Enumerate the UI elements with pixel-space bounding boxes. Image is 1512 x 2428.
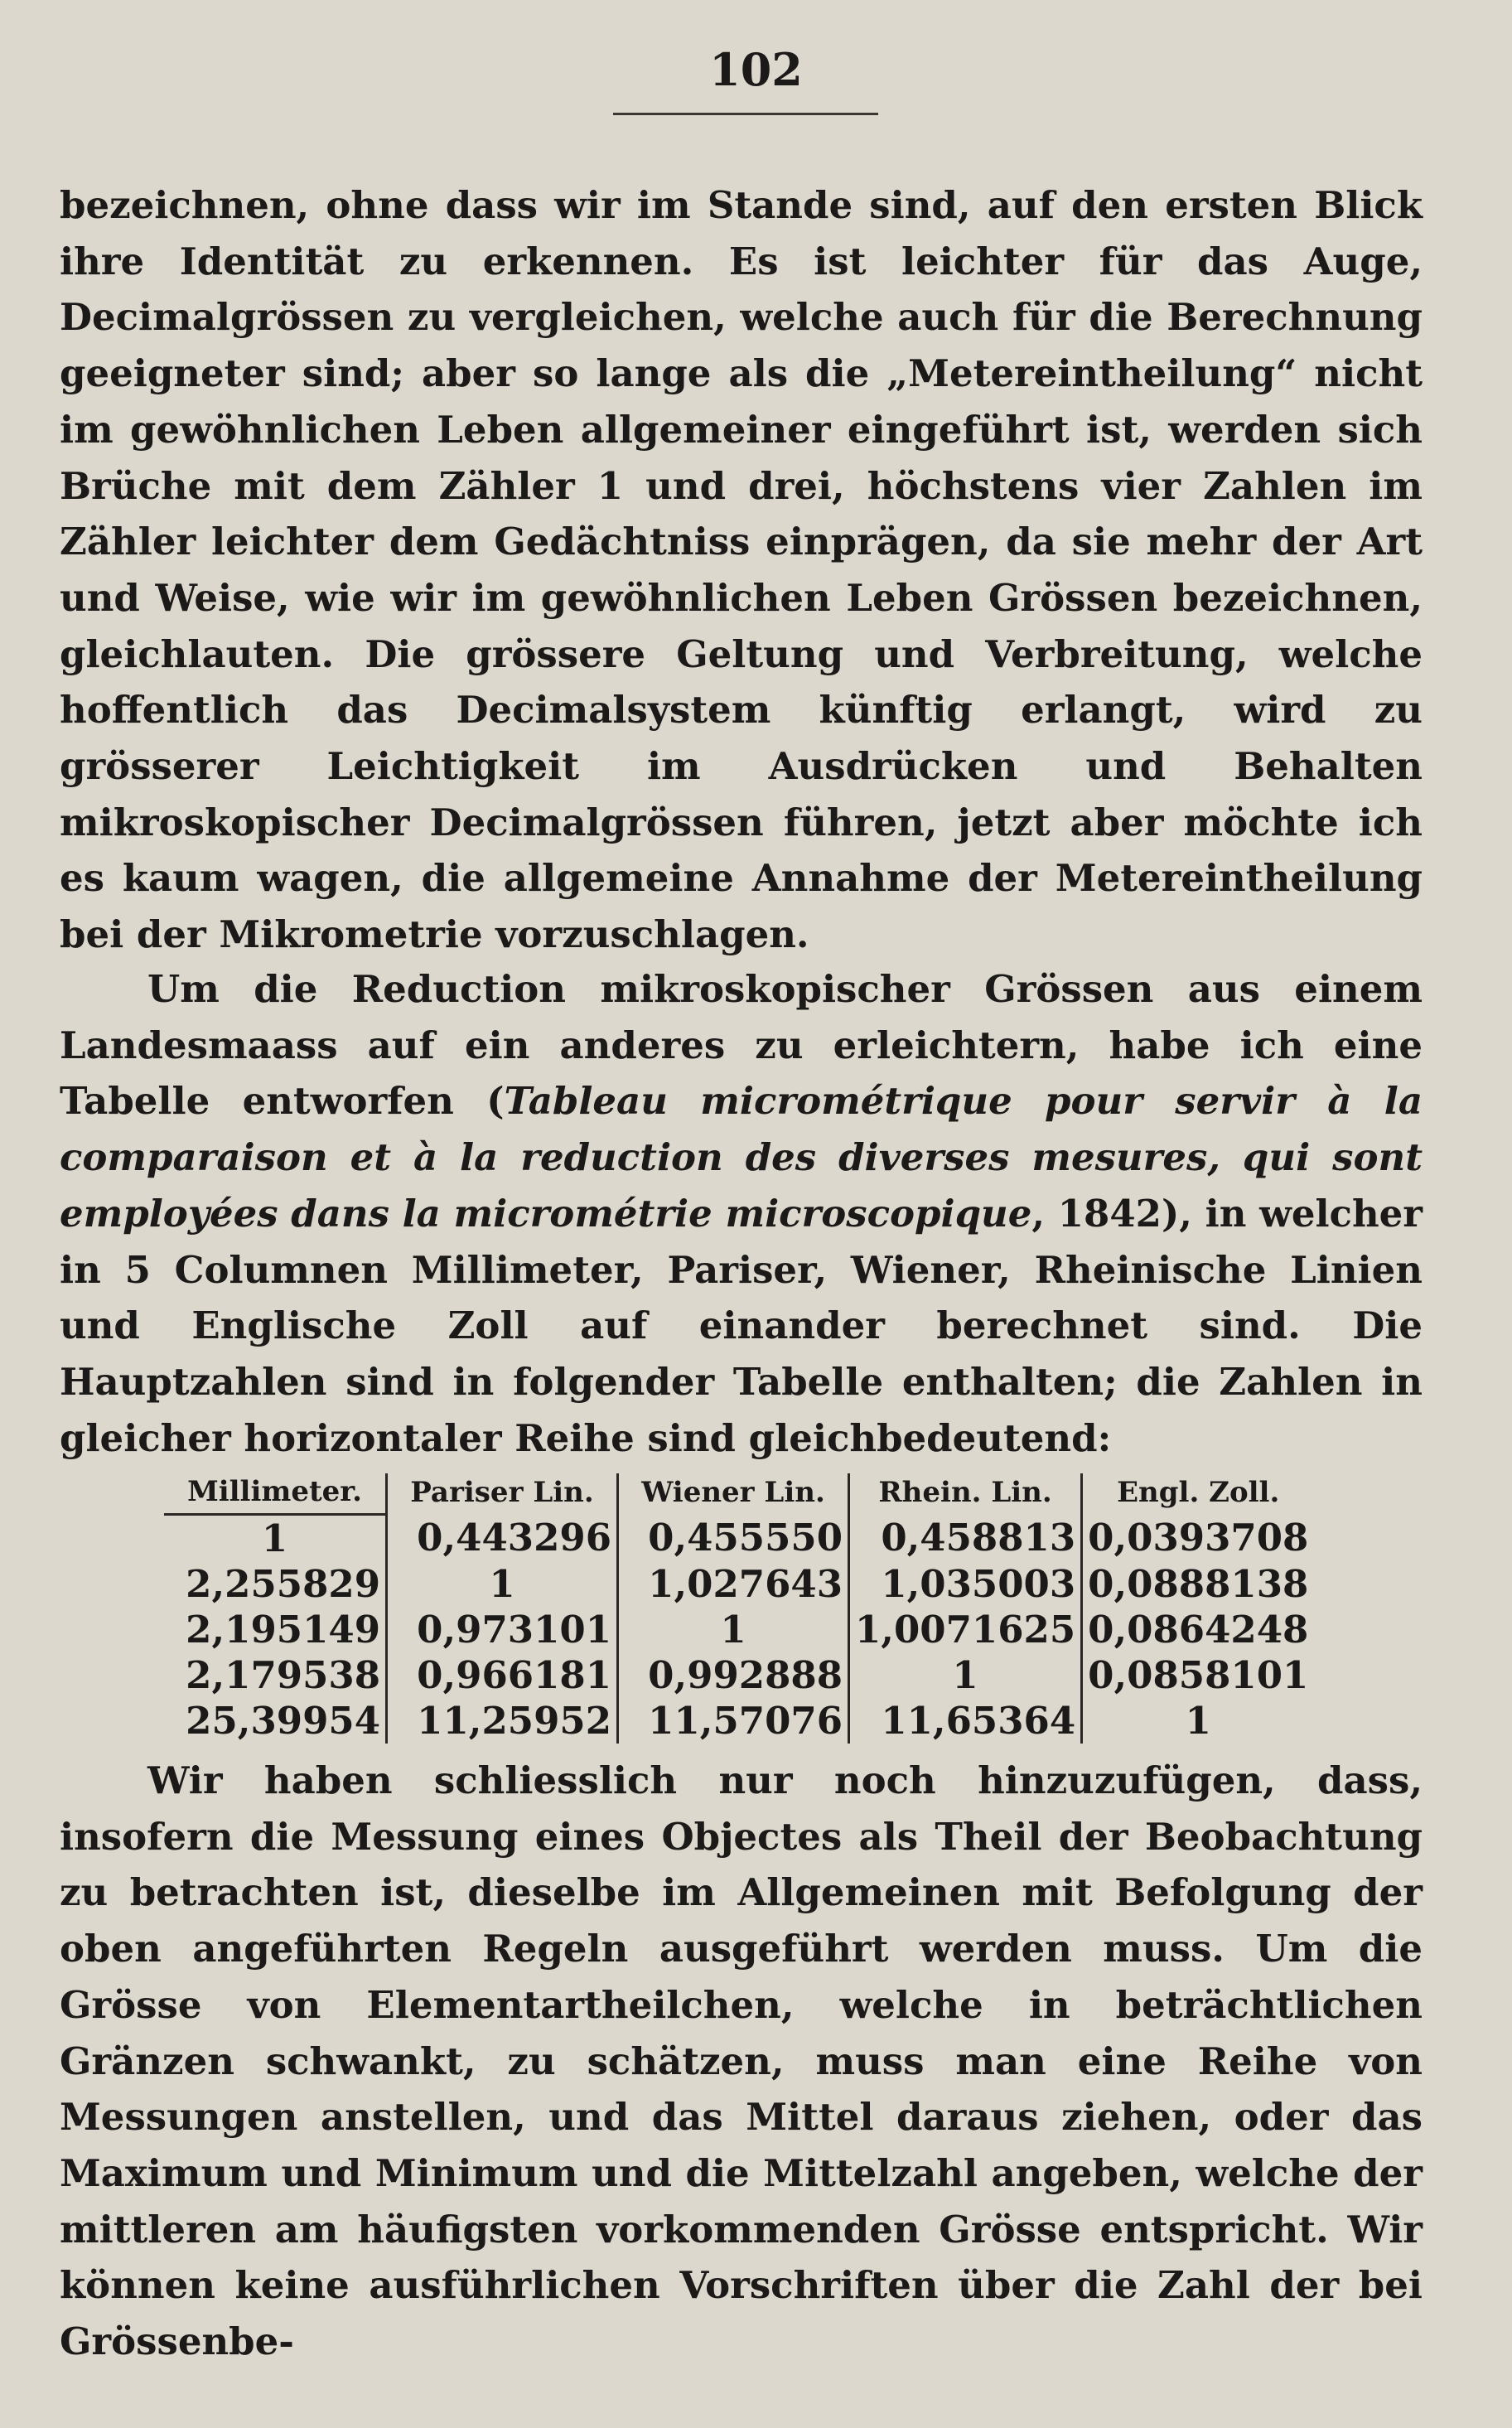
header-millimeter: Millimeter. <box>164 1473 387 1515</box>
header-rhein: Rhein. Lin. <box>849 1473 1082 1515</box>
table-row <box>164 1698 1313 1744</box>
header-wiener: Wiener Lin. <box>618 1473 849 1515</box>
table-cell: 2,179538 <box>186 1653 380 1697</box>
conversion-table <box>164 1473 1313 1744</box>
header-pariser: Pariser Lin. <box>387 1473 618 1515</box>
table-cell: 0,458813 <box>849 1515 1082 1562</box>
paragraph-2-text-after: , 1842), in welcher in 5 Columnen Millimeter, Pariser, Wiener, Rheinische Linien und Englische Zoll auf einander berechnet sind. Die Hauptzahlen sind in folgender Tabelle enthalten; die Zahlen in gleicher horizontaler Reihe sind gleichbedeutend: <box>60 1191 1423 1460</box>
header-engl: Engl. Zoll. <box>1082 1473 1314 1515</box>
table-cell: 0,443296 <box>387 1515 618 1562</box>
table-row <box>164 1652 1313 1698</box>
table-row <box>164 1561 1313 1607</box>
table-cell: 1 <box>618 1607 849 1652</box>
table-header-row <box>164 1473 1313 1515</box>
table-cell: 0,0858101 <box>1082 1652 1314 1698</box>
table-cell: 0,455550 <box>618 1515 849 1562</box>
table-cell: 2,195149 <box>186 1608 380 1652</box>
table-row <box>164 1607 1313 1652</box>
table-cell: 0,992888 <box>618 1652 849 1698</box>
table-cell: 11,25952 <box>387 1698 618 1744</box>
table-cell: 0,0393708 <box>1082 1515 1314 1562</box>
table-cell: 0,0864248 <box>1082 1607 1314 1652</box>
table-cell: 25,39954 <box>186 1699 380 1743</box>
table-cell: 11,57076 <box>618 1698 849 1744</box>
table-cell: 11,65364 <box>849 1698 1082 1744</box>
table-cell: 1,035003 <box>849 1561 1082 1607</box>
table-cell: 0,973101 <box>387 1607 618 1652</box>
tableau-title: Tableau micrométrique pour servir à la comparaison et à la reduction des diverses mesures, qui sont employées dans la micrométrie microscopique <box>60 1079 1423 1236</box>
table-cell: 0,966181 <box>387 1652 618 1698</box>
table-row <box>164 1515 1313 1562</box>
table-cell: 1 <box>387 1561 618 1607</box>
header-rule <box>613 113 878 115</box>
table-cell: 2,255829 <box>186 1562 380 1606</box>
paragraph-3: Wir haben schliesslich nur noch hinzuzufügen, dass, insofern die Messung eines Objectes als Theil der Beobachtung zu betrachten ist, dieselbe im Allgemeinen mit Befolgung der oben angeführten Regeln ausgeführt werden muss. Um die Grösse von Elementartheilchen, welche in beträchtlichen Gränzen schwankt, zu schätzen, muss man eine Reihe von Messungen anstellen, und das Mittel daraus ziehen, oder das Maximum und Minimum und die Mittelzahl angeben, welche der mittleren am häufigsten vorkommenden Grösse entspricht. Wir können keine ausführlichen Vorschriften über die Zahl der bei Grössenbe- <box>60 1758 1423 2364</box>
paragraph-1: bezeichnen, ohne dass wir im Stande sind, auf den ersten Blick ihre Identität zu erkennen. Es ist leichter für das Auge, Decimalgrössen zu vergleichen, welche auch für die Berechnung geeigneter sind; aber so lange als die „Metereintheilung“ nicht im gewöhnlichen Leben allgemeiner eingeführt ist, werden sich Brüche mit dem Zähler 1 und drei, höchstens vier Zahlen im Zähler leichter dem Gedächtniss einprägen, da sie mehr der Art und Weise, wie wir im gewöhnlichen Leben Grössen bezeichnen, gleichlauten. Die grössere Geltung und Verbreitung, welche hoffentlich das Decimalsystem künftig erlangt, wird zu grösserer Leichtigkeit im Ausdrücken und Behalten mikroskopischer Decimalgrössen führen, jetzt aber möchte ich es kaum wagen, die allgemeine Annahme der Metereintheilung bei der Mikrometrie vorzuschlagen. <box>60 183 1423 957</box>
paragraph-2-text-before: Um die Reduction mikroskopischer Grössen aus einem Landesmaass auf ein anderes zu erleichtern, habe ich eine Tabelle entworfen ( <box>60 967 1423 1124</box>
table-cell: 1 <box>1082 1698 1314 1744</box>
table-cell: 1 <box>849 1652 1082 1698</box>
table-cell: 0,0888138 <box>1082 1561 1314 1607</box>
table-cell: 1,027643 <box>618 1561 849 1607</box>
table-cell: 1,0071625 <box>849 1607 1082 1652</box>
page-number: 102 <box>709 43 803 96</box>
table-cell: 1 <box>261 1516 288 1560</box>
paragraph-2 <box>60 961 1423 1466</box>
